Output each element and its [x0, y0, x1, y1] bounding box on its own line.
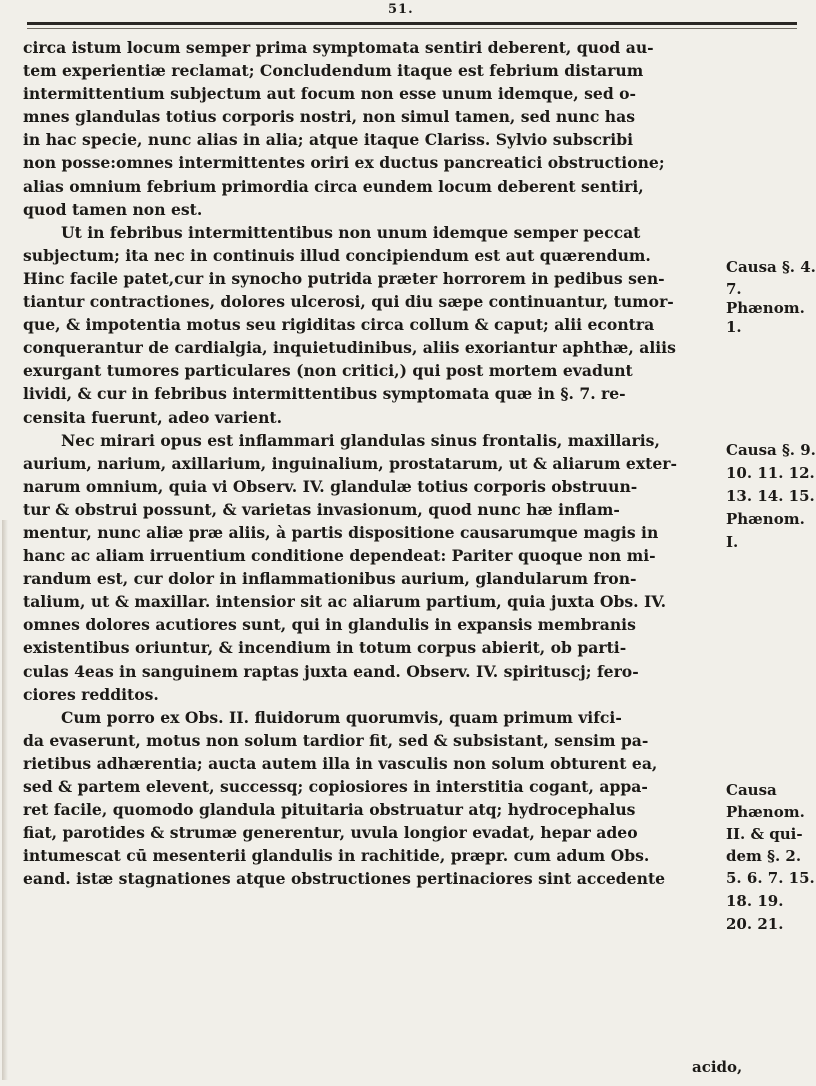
margin-note: Phænom. [726, 510, 805, 528]
text-line: randum est, cur dolor in inflammationibus aurium, glandularum fron- [23, 569, 637, 589]
text-line: culas 4eas in sanguinem raptas juxta eand. Observ. IV. spirituscj; fero- [23, 661, 639, 681]
text-line: Ut in febribus intermittentibus non unum idemque semper peccat [61, 222, 641, 242]
text-line: intumescat cū mesenterii glandulis in rachitide, præpr. cum adum Obs. [23, 846, 650, 866]
text-line: da evaserunt, motus non solum tardior fit, sed & subsistant, sensim pa- [23, 730, 649, 750]
margin-note: 1. [726, 318, 742, 336]
catchword: acido, [692, 1058, 743, 1076]
text-line: censita fuerunt, adeo varient. [23, 407, 283, 427]
margin-note: Causa §. 9. [726, 441, 816, 459]
text-line: hanc ac aliam irruentium conditione dependeat: Pariter quoque non mi- [23, 546, 656, 566]
text-line: Hinc facile patet,cur in synocho putrida præter horrorem in pedibus sen- [23, 268, 665, 288]
margin-note: 18. 19. [726, 892, 784, 910]
margin-note: Causa §. 4. [726, 258, 816, 276]
text-line: ciores redditos. [23, 684, 159, 704]
header-rule-thin [27, 28, 797, 29]
margin-note: I. [726, 533, 739, 551]
text-line: subjectum; ita nec in continuis illud concipiendum est aut quærendum. [23, 245, 651, 265]
margin-note: II. & qui- [726, 825, 803, 843]
margin-note: 7. [726, 280, 742, 298]
text-line: circa istum locum semper prima symptomata sentiri deberent, quod au- [23, 38, 654, 57]
text-line: tur & obstrui possunt, & varietas invasionum, quod nunc hæ inflam- [23, 499, 620, 519]
margin-note: 20. 21. [726, 915, 784, 933]
margin-note: 10. 11. 12. [726, 464, 815, 482]
text-line: eand. istæ stagnationes atque obstructiones pertinaciores sint accedente [23, 869, 666, 889]
text-line: que, & impotentia motus seu rigiditas circa collum & caput; alii econtra [23, 315, 655, 335]
text-line: aurium, narium, axillarium, inguinalium, prostatarum, ut & aliarum exter- [23, 453, 677, 473]
text-line: conquerantur de cardialgia, inquietudinibus, aliis exoriantur aphthæ, aliis [23, 338, 676, 358]
text-line: ret facile, quomodo glandula pituitaria obstruatur atq; hydrocephalus [23, 800, 636, 820]
main-text [23, 36, 723, 890]
text-line: tem experientiæ reclamat; Concludendum itaque est febrium distarum [23, 61, 644, 81]
text-line: lividi, & cur in febribus intermittentibus symptomata quæ in §. 7. re- [23, 384, 626, 404]
margin-note: 13. 14. 15. [726, 487, 815, 505]
text-line: omnes dolores acutiores sunt, qui in glandulis in expansis membranis [23, 615, 636, 635]
text-line: in hac specie, nunc alias in alia; atque itaque Clariss. Sylvio subscribi [23, 130, 634, 150]
margin-note: Phænom. [726, 299, 805, 317]
text-line: rietibus adhærentia; aucta autem illa in vasculis non solum obturent ea, [23, 753, 658, 773]
header-rule [27, 22, 797, 25]
text-line: fiat, parotides & strumæ generentur, uvula longior evadat, hepar adeo [23, 823, 638, 843]
margin-note: 5. 6. 7. 15. [726, 869, 815, 887]
page-number: 51. [388, 2, 414, 17]
text-line: Cum porro ex Obs. II. fluidorum quorumvis, quam primum vifci- [61, 707, 622, 727]
text-line: intermittentium subjectum aut focum non esse unum idemque, sed o- [23, 84, 637, 104]
text-line: Nec mirari opus est inflammari glandulas sinus frontalis, maxillaris, [61, 430, 660, 450]
text-line: alias omnium febrium primordia circa eundem locum deberent sentiri, [23, 176, 644, 196]
margin-note: dem §. 2. [726, 847, 802, 865]
text-line: talium, ut & maxillar. intensior sit ac aliarum partium, quia juxta Obs. IV. [23, 592, 667, 612]
text-line: existentibus oriuntur, & incendium in totum corpus abierit, ob parti- [23, 638, 627, 658]
text-line: mentur, nunc aliæ præ aliis, à partis dispositione causarumque magis in [23, 522, 659, 542]
page-edge-shadow [2, 520, 8, 1080]
text-line: non posse:omnes intermittentes oriri ex ductus pancreatici obstructione; [23, 153, 665, 173]
text-line: exurgant tumores particulares (non critici,) qui post mortem evadunt [23, 361, 633, 381]
margin-note: Causa [726, 781, 777, 799]
text-line: sed & partem elevent, successq; copiosiores in interstitia cogant, appa- [23, 777, 648, 796]
text-line: quod tamen non est. [23, 199, 203, 219]
margin-note: Phænom. [726, 803, 805, 821]
text-line: tiantur contractiones, dolores ulcerosi, qui diu sæpe continuantur, tumor- [23, 292, 674, 312]
text-line: narum omnium, quia vi Observ. IV. glandulæ totius corporis obstruun- [23, 476, 638, 496]
text-line: mnes glandulas totius corporis nostri, non simul tamen, sed nunc has [23, 107, 635, 127]
